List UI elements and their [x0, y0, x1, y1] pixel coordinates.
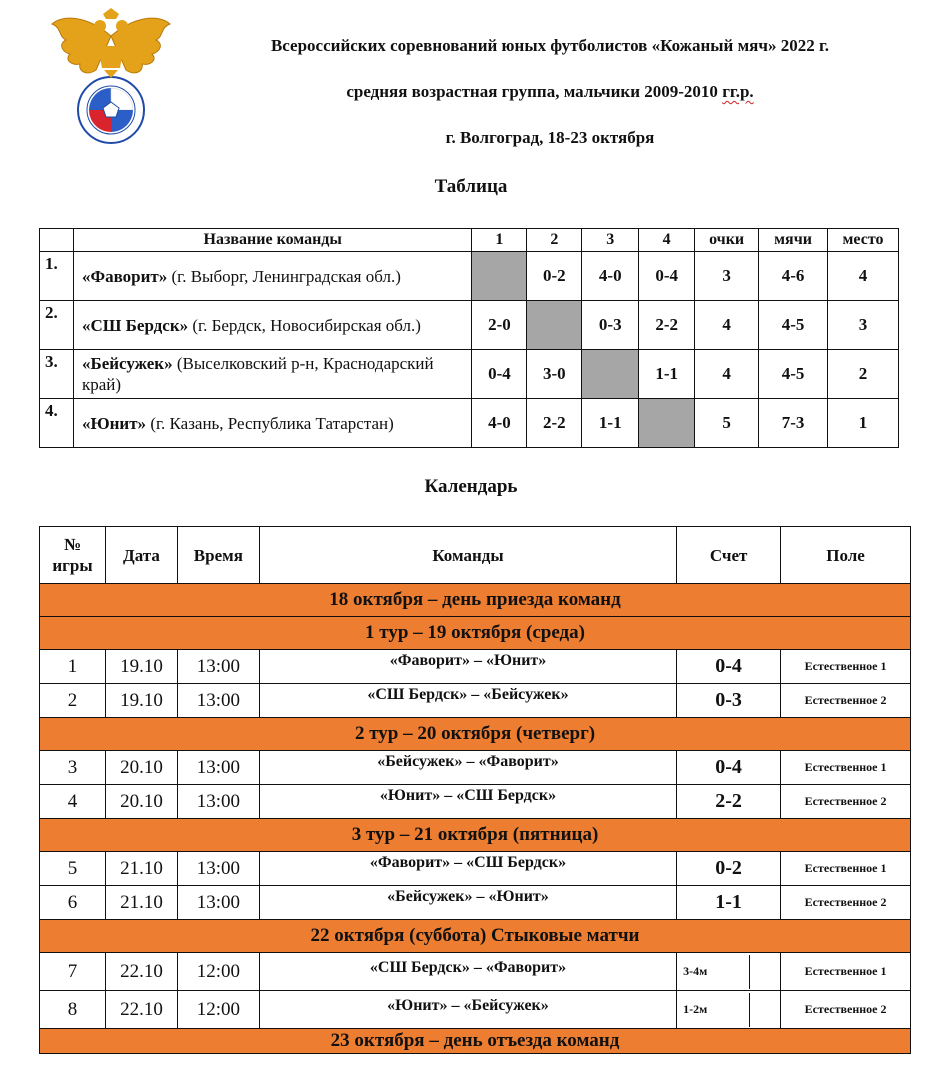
goals-cell: 4-5 — [759, 301, 828, 350]
points-cell: 4 — [695, 301, 759, 350]
col-num — [40, 229, 74, 252]
score-cell: 0-2 — [527, 252, 582, 301]
round-band — [40, 617, 911, 650]
game-score-cell — [677, 953, 781, 991]
team-city: (Выселковский р-н, Краснодарский край) — [81, 354, 434, 394]
day-band — [40, 1029, 911, 1054]
game-teams: «Фаворит» – «Юнит» — [259, 650, 676, 684]
team-city: (г. Казань, Республика Татарстан) — [146, 413, 394, 433]
team-cell — [73, 350, 471, 399]
score-cell: 4-0 — [582, 252, 639, 301]
place-cell: 2 — [828, 350, 899, 399]
game-score: 1-2м — [683, 1002, 708, 1016]
standings-table — [39, 228, 899, 448]
game-score: 1-1 — [677, 886, 781, 920]
game-field: Естественное 2 — [781, 886, 911, 920]
game-number: 4 — [40, 785, 106, 819]
game-number: 5 — [40, 852, 106, 886]
empty-subcell — [749, 993, 780, 1027]
game-time: 13:00 — [177, 650, 259, 684]
game-score: 0-4 — [677, 650, 781, 684]
col-score: Счет — [677, 527, 781, 584]
col-field: Поле — [781, 527, 911, 584]
game-score: 0-4 — [677, 751, 781, 785]
score-cell: 2-2 — [527, 399, 582, 448]
score-cell: 2-2 — [639, 301, 695, 350]
game-number: 6 — [40, 886, 106, 920]
col-teams: Команды — [259, 527, 676, 584]
rfs-emblem-icon — [48, 6, 174, 146]
game-row — [40, 785, 911, 819]
col-points: очки — [695, 229, 759, 252]
game-row — [40, 886, 911, 920]
place-cell: 1 — [828, 399, 899, 448]
game-row — [40, 953, 911, 991]
self-cell — [582, 350, 639, 399]
game-row — [40, 684, 911, 718]
team-cell — [73, 252, 471, 301]
col-team-name: Название команды — [73, 229, 471, 252]
score-cell: 1-1 — [582, 399, 639, 448]
age-group — [180, 82, 920, 102]
standings-title: Таблица — [434, 176, 508, 197]
game-teams: «СШ Бердск» – «Фаворит» — [259, 953, 676, 991]
game-time: 12:00 — [177, 953, 259, 991]
row-num: 4. — [40, 399, 74, 448]
score-cell: 1-1 — [639, 350, 695, 399]
game-field: Естественное 1 — [781, 953, 911, 991]
band-label: 2 тур – 20 октября (четверг) — [40, 718, 911, 751]
table-row — [40, 301, 899, 350]
place-cell: 4 — [828, 252, 899, 301]
table-row — [40, 350, 899, 399]
points-cell: 3 — [695, 252, 759, 301]
game-time: 13:00 — [177, 684, 259, 718]
game-date: 20.10 — [105, 751, 177, 785]
self-cell — [639, 399, 695, 448]
band-label: 23 октября – день отъезда команд — [40, 1029, 911, 1054]
row-num: 2. — [40, 301, 74, 350]
round-band — [40, 819, 911, 852]
game-score: 2-2 — [677, 785, 781, 819]
game-time: 13:00 — [177, 852, 259, 886]
score-cell: 4-0 — [472, 399, 527, 448]
game-row — [40, 751, 911, 785]
band-label: 3 тур – 21 октября (пятница) — [40, 819, 911, 852]
team-cell — [73, 301, 471, 350]
row-num: 3. — [40, 350, 74, 399]
goals-cell: 4-5 — [759, 350, 828, 399]
game-score: 0-2 — [677, 852, 781, 886]
game-number: 1 — [40, 650, 106, 684]
game-time: 12:00 — [177, 991, 259, 1029]
game-row — [40, 852, 911, 886]
goals-cell: 7-3 — [759, 399, 828, 448]
col-4: 4 — [639, 229, 695, 252]
table-row — [40, 399, 899, 448]
game-date: 21.10 — [105, 852, 177, 886]
standings-header-row — [40, 229, 899, 252]
game-teams: «Юнит» – «СШ Бердск» — [259, 785, 676, 819]
score-cell: 0-3 — [582, 301, 639, 350]
band-label: 18 октября – день приезда команд — [40, 584, 911, 617]
game-field: Естественное 2 — [781, 684, 911, 718]
game-teams: «Бейсужек» – «Юнит» — [259, 886, 676, 920]
age-group-text: средняя возрастная группа, мальчики 2009-2010 — [346, 82, 723, 101]
team-cell — [73, 399, 471, 448]
band-label: 22 октября (суббота) Стыковые матчи — [40, 920, 911, 953]
event-location-dates: г. Волгоград, 18-23 октября — [445, 128, 655, 147]
game-date: 19.10 — [105, 650, 177, 684]
game-teams: «Юнит» – «Бейсужек» — [259, 991, 676, 1029]
game-row — [40, 991, 911, 1029]
col-1: 1 — [472, 229, 527, 252]
col-3: 3 — [582, 229, 639, 252]
col-goals: мячи — [759, 229, 828, 252]
score-cell: 3-0 — [527, 350, 582, 399]
game-field: Естественное 1 — [781, 650, 911, 684]
band-label: 1 тур – 19 октября (среда) — [40, 617, 911, 650]
calendar-header-row — [40, 527, 911, 584]
game-date: 19.10 — [105, 684, 177, 718]
game-field: Естественное 2 — [781, 991, 911, 1029]
team-city: (г. Бердск, Новосибирская обл.) — [188, 315, 421, 335]
team-name: «СШ Бердск» — [81, 315, 189, 335]
score-cell: 0-4 — [639, 252, 695, 301]
game-score: 3-4м — [683, 964, 708, 978]
team-city: (г. Выборг, Ленинградская обл.) — [167, 266, 401, 286]
game-teams: «СШ Бердск» – «Бейсужек» — [259, 684, 676, 718]
day-band — [40, 584, 911, 617]
calendar-table — [39, 526, 911, 1054]
game-date: 21.10 — [105, 886, 177, 920]
score-cell: 0-4 — [472, 350, 527, 399]
game-date: 22.10 — [105, 991, 177, 1029]
col-time: Время — [177, 527, 259, 584]
game-number: 7 — [40, 953, 106, 991]
game-number: 8 — [40, 991, 106, 1029]
playoff-band — [40, 920, 911, 953]
game-number: 3 — [40, 751, 106, 785]
game-score-cell — [677, 991, 781, 1029]
goals-cell: 4-6 — [759, 252, 828, 301]
game-teams: «Фаворит» – «СШ Бердск» — [259, 852, 676, 886]
event-title: Всероссийских соревнований юных футболистов «Кожаный мяч» 2022 г. — [270, 36, 830, 55]
col-date: Дата — [105, 527, 177, 584]
game-field: Естественное 2 — [781, 785, 911, 819]
self-cell — [527, 301, 582, 350]
game-number: 2 — [40, 684, 106, 718]
game-field: Естественное 1 — [781, 751, 911, 785]
calendar-title: Календарь — [424, 476, 518, 497]
points-cell: 5 — [695, 399, 759, 448]
col-place: место — [828, 229, 899, 252]
game-date: 22.10 — [105, 953, 177, 991]
row-num: 1. — [40, 252, 74, 301]
score-cell: 2-0 — [472, 301, 527, 350]
game-time: 13:00 — [177, 886, 259, 920]
game-time: 13:00 — [177, 751, 259, 785]
col-2: 2 — [527, 229, 582, 252]
age-group-suffix: гг.р. — [722, 82, 754, 101]
round-band — [40, 718, 911, 751]
team-name: «Юнит» — [81, 413, 147, 433]
game-time: 13:00 — [177, 785, 259, 819]
empty-subcell — [749, 955, 780, 989]
place-cell: 3 — [828, 301, 899, 350]
game-date: 20.10 — [105, 785, 177, 819]
self-cell — [472, 252, 527, 301]
game-score: 0-3 — [677, 684, 781, 718]
points-cell: 4 — [695, 350, 759, 399]
game-field: Естественное 1 — [781, 852, 911, 886]
team-name: «Бейсужек» — [81, 354, 173, 373]
col-game-number: № игры — [40, 527, 106, 584]
team-name: «Фаворит» — [81, 266, 168, 286]
table-row — [40, 252, 899, 301]
game-row — [40, 650, 911, 684]
game-teams: «Бейсужек» – «Фаворит» — [259, 751, 676, 785]
